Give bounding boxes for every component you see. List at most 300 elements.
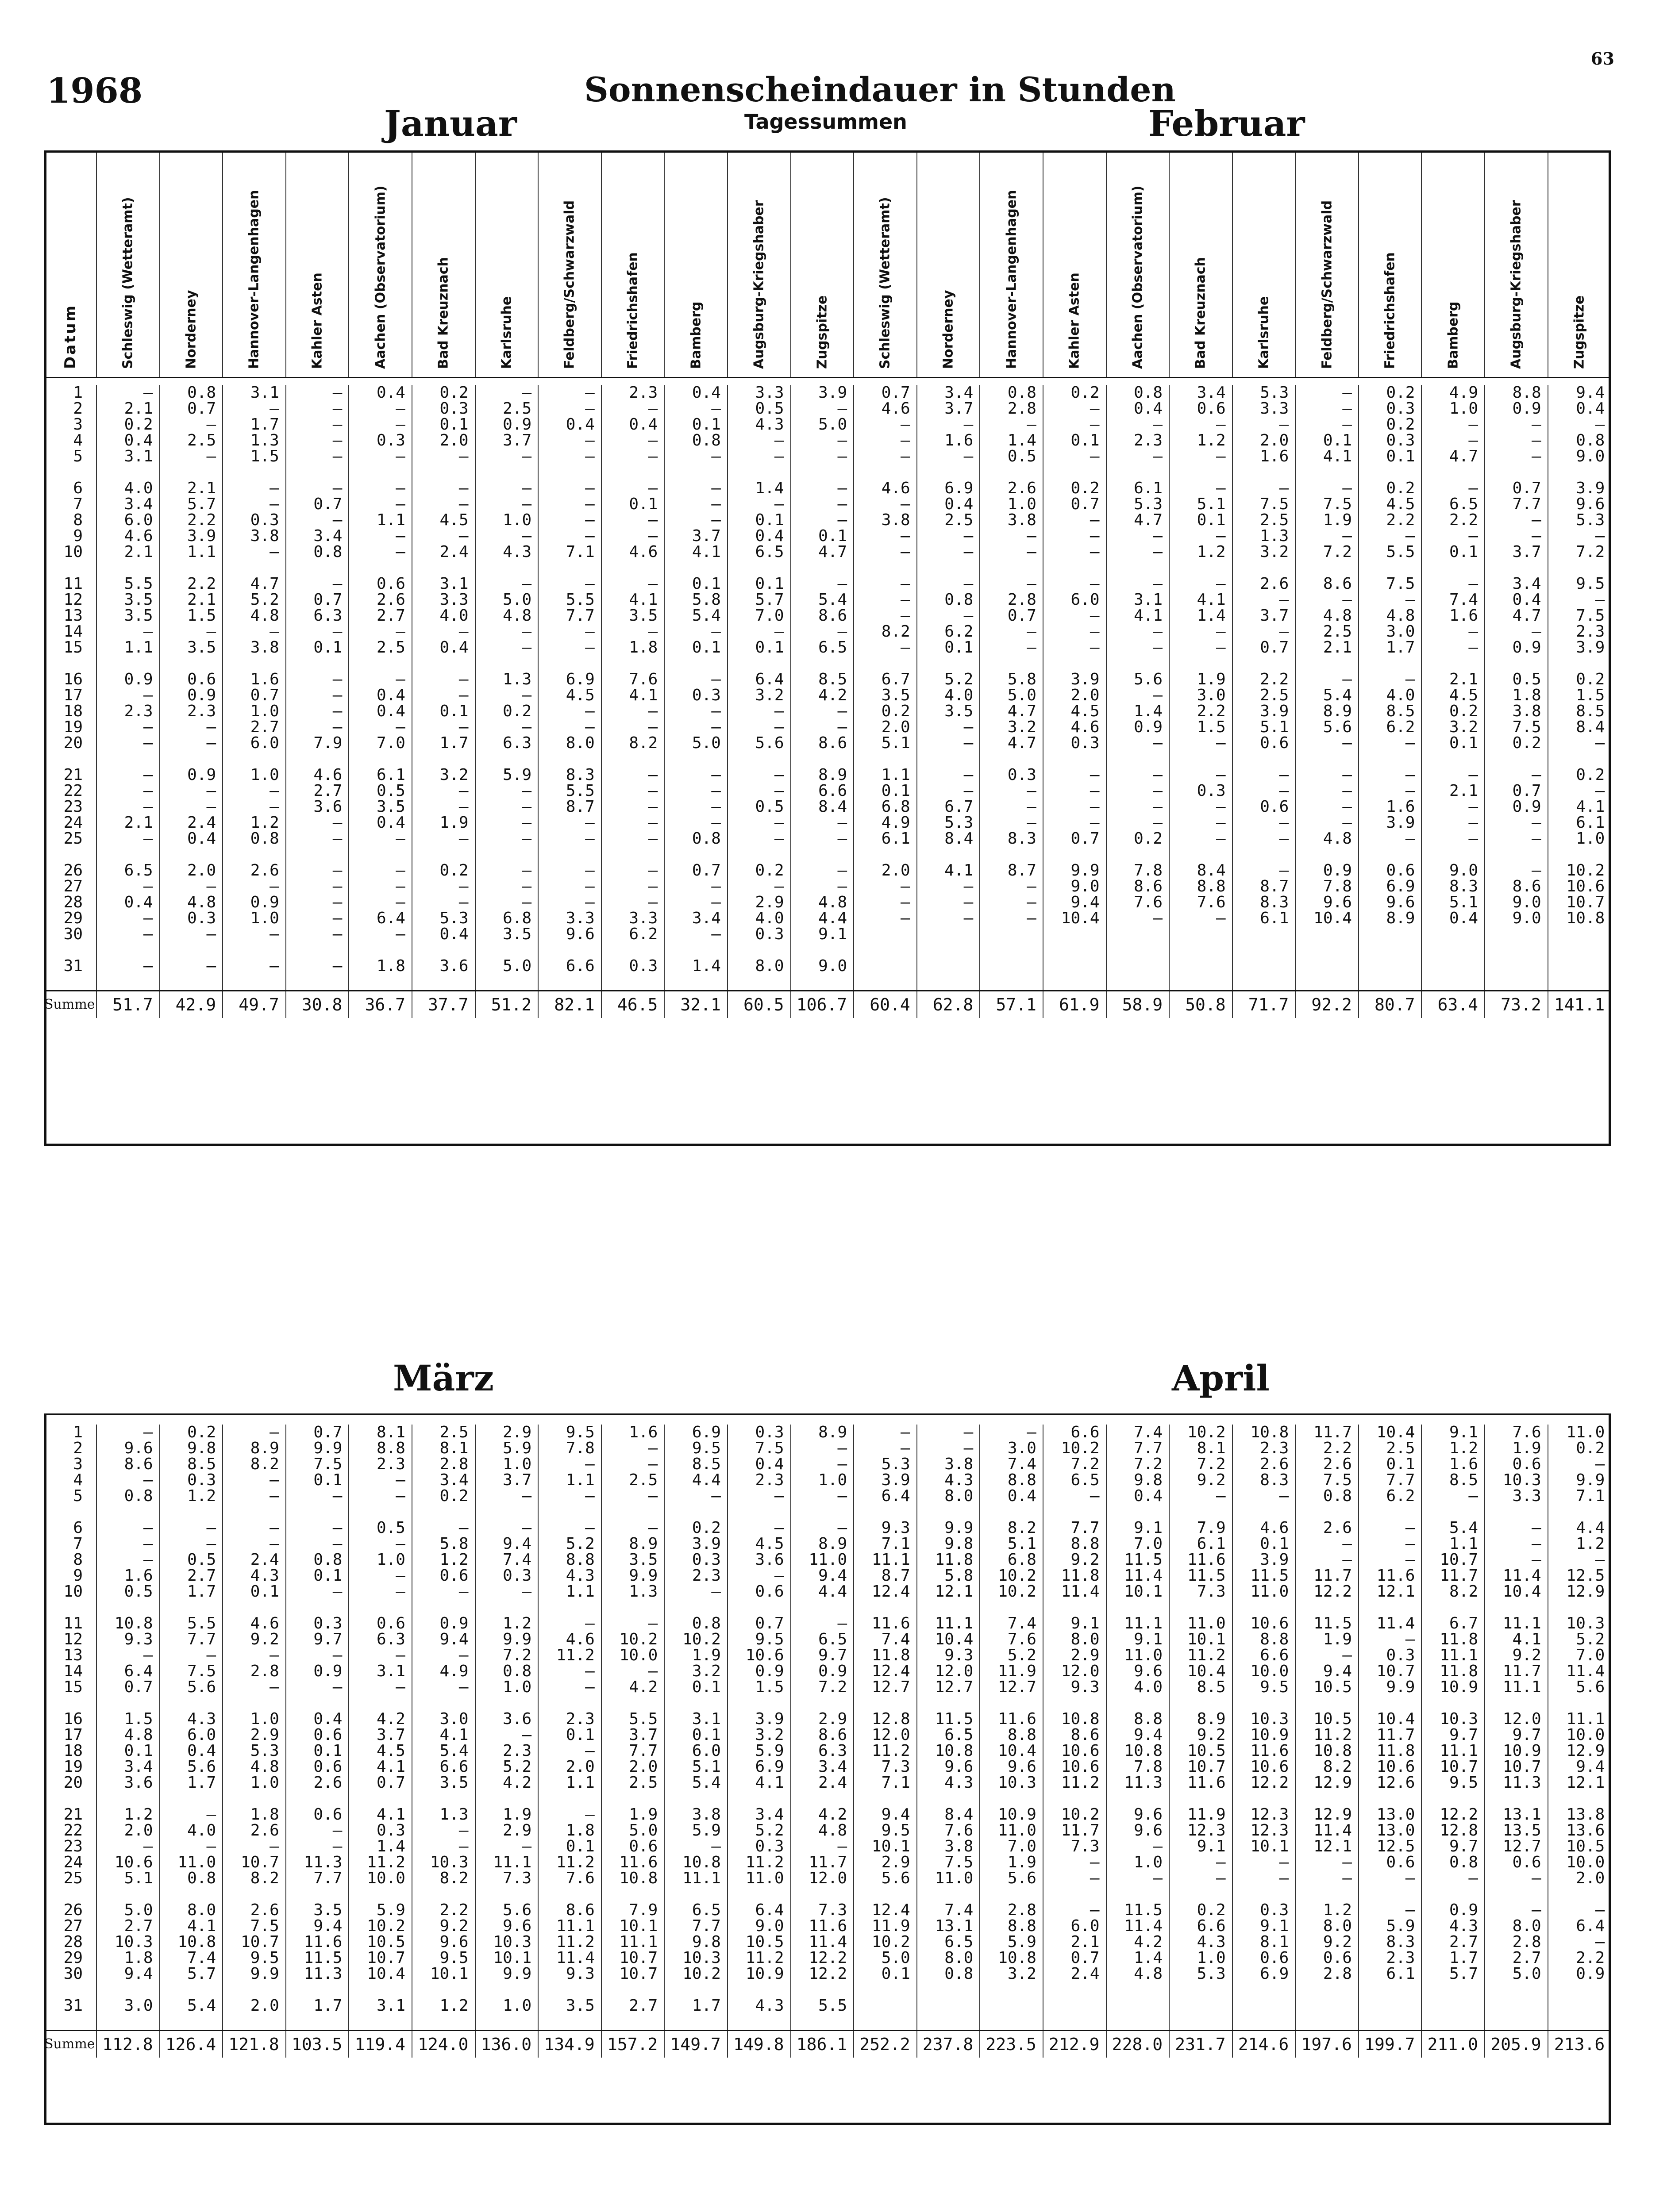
value-cell: – xyxy=(475,640,539,656)
value-cell: – xyxy=(1485,528,1548,544)
spacer-cell xyxy=(1169,2014,1232,2031)
value-cell: – xyxy=(349,544,412,560)
header-station-label: Bad Kreuznach xyxy=(435,257,451,369)
value-cell: 3.8 xyxy=(917,1456,980,1472)
header-station-label: Augsburg-Kriegshaber xyxy=(1508,200,1524,369)
spacer-cell xyxy=(664,1695,728,1711)
table-row xyxy=(44,672,1611,687)
row-spacer xyxy=(44,1791,1611,1807)
value-cell: – xyxy=(791,1440,854,1456)
value-cell: – xyxy=(538,719,601,735)
value-cell: 6.0 xyxy=(160,1727,223,1743)
value-cell: 10.1 xyxy=(1169,1632,1232,1647)
value-cell: 11.4 xyxy=(538,1950,601,1966)
spacer-cell xyxy=(475,2014,539,2031)
value-cell: 10.6 xyxy=(1359,1759,1422,1775)
value-cell: 4.0 xyxy=(160,1823,223,1839)
header-station xyxy=(1043,153,1106,378)
spacer-cell xyxy=(1043,465,1106,480)
table-row xyxy=(44,1663,1611,1679)
day-cell: 19 xyxy=(63,719,83,735)
value-cell: 3.5 xyxy=(96,592,160,608)
sum-cell: 30.8 xyxy=(286,991,349,1018)
spacer-cell xyxy=(96,751,160,767)
value-cell: – xyxy=(664,879,728,895)
value-cell: 1.4 xyxy=(1106,1950,1170,1966)
value-cell: 1.1 xyxy=(160,544,223,560)
value-cell: 4.2 xyxy=(349,1711,412,1727)
spacer-cell xyxy=(412,1504,475,1520)
table-row xyxy=(44,1998,1611,2014)
spacer-cell xyxy=(349,847,412,863)
table-row xyxy=(44,958,1611,974)
value-cell: 4.1 xyxy=(1106,608,1170,624)
value-cell: 2.5 xyxy=(601,1775,665,1791)
value-cell: 0.6 xyxy=(1232,1950,1296,1966)
value-cell: – xyxy=(412,1520,475,1536)
value-cell: 1.1 xyxy=(538,1584,601,1600)
value-cell: 0.1 xyxy=(1359,449,1422,465)
value-cell: 11.4 xyxy=(1043,1584,1106,1600)
value-cell: 11.4 xyxy=(1106,1918,1170,1934)
spacer-cell xyxy=(980,1695,1043,1711)
value-cell: 0.6 xyxy=(728,1584,791,1600)
sum-label: Summe xyxy=(44,2031,96,2058)
value-cell: 0.1 xyxy=(791,528,854,544)
spacer-cell xyxy=(1421,942,1485,958)
spacer-cell xyxy=(223,465,286,480)
spacer-cell xyxy=(1106,1791,1170,1807)
value-cell: 7.4 xyxy=(160,1950,223,1966)
value-cell: 9.5 xyxy=(412,1950,475,1966)
value-cell: – xyxy=(1043,528,1106,544)
value-cell: 11.1 xyxy=(664,1870,728,1886)
value-cell: 10.9 xyxy=(980,1807,1043,1823)
value-cell: – xyxy=(1295,767,1359,783)
spacer-cell xyxy=(44,974,96,991)
value-cell: 3.8 xyxy=(664,1807,728,1823)
value-cell: – xyxy=(412,1647,475,1663)
value-cell: 9.9 xyxy=(223,1966,286,1982)
value-cell: 3.1 xyxy=(223,385,286,401)
value-cell: 5.3 xyxy=(223,1743,286,1759)
value-cell: – xyxy=(286,385,349,401)
day-cell: 11 xyxy=(63,1616,83,1632)
value-cell: 2.3 xyxy=(475,1743,539,1759)
value-cell xyxy=(1043,958,1106,974)
spacer-cell xyxy=(349,465,412,480)
spacer-cell xyxy=(44,1504,96,1520)
sum-cell: 49.7 xyxy=(223,991,286,1018)
value-cell: – xyxy=(412,1584,475,1600)
value-cell: – xyxy=(538,512,601,528)
value-cell: 0.1 xyxy=(917,640,980,656)
value-cell: – xyxy=(96,926,160,942)
value-cell: 0.3 xyxy=(1169,783,1232,799)
row-spacer xyxy=(44,465,1611,480)
table-row xyxy=(44,385,1611,401)
value-cell: 10.3 xyxy=(1232,1711,1296,1727)
value-cell: – xyxy=(791,719,854,735)
day-cell: 24 xyxy=(63,1855,83,1870)
value-cell: 8.9 xyxy=(791,1425,854,1440)
value-cell: 7.7 xyxy=(160,1632,223,1647)
value-cell: 9.6 xyxy=(1106,1663,1170,1679)
value-cell xyxy=(854,1998,917,2014)
value-cell: 4.8 xyxy=(96,1727,160,1743)
value-cell: – xyxy=(223,496,286,512)
spacer-cell xyxy=(791,751,854,767)
spacer-cell xyxy=(1295,974,1359,991)
value-cell: – xyxy=(1106,799,1170,815)
value-cell: – xyxy=(1169,480,1232,496)
value-cell: – xyxy=(538,863,601,879)
value-cell: 6.7 xyxy=(917,799,980,815)
value-cell: – xyxy=(96,735,160,751)
value-cell: – xyxy=(1421,1488,1485,1504)
value-cell: – xyxy=(1485,1552,1548,1568)
value-cell: 3.4 xyxy=(664,910,728,926)
spacer-cell xyxy=(1359,1886,1422,1902)
value-cell: 5.1 xyxy=(980,1536,1043,1552)
value-cell: 1.0 xyxy=(475,1998,539,2014)
value-cell: 9.0 xyxy=(728,1918,791,1934)
value-cell: 0.1 xyxy=(664,576,728,592)
spacer-cell xyxy=(1421,656,1485,672)
value-cell: 4.6 xyxy=(854,401,917,417)
header-datum xyxy=(44,153,96,378)
value-cell: 0.2 xyxy=(1106,831,1170,847)
value-cell: 0.9 xyxy=(728,1663,791,1679)
spacer-cell xyxy=(475,1504,539,1520)
value-cell: 8.8 xyxy=(980,1918,1043,1934)
value-cell: 0.3 xyxy=(1359,401,1422,417)
value-cell: 0.3 xyxy=(223,512,286,528)
day-cell: 4 xyxy=(73,433,83,449)
value-cell: – xyxy=(1548,528,1611,544)
value-cell: – xyxy=(412,528,475,544)
header-station-label: Zugspitze xyxy=(814,295,830,369)
value-cell xyxy=(980,926,1043,942)
value-cell: 0.1 xyxy=(728,640,791,656)
value-cell: – xyxy=(601,831,665,847)
sum-cell: 37.7 xyxy=(412,991,475,1018)
spacer-cell xyxy=(980,847,1043,863)
spacer-cell xyxy=(286,974,349,991)
value-cell: 7.2 xyxy=(1295,544,1359,560)
value-cell: 1.8 xyxy=(223,1807,286,1823)
spacer-cell xyxy=(917,1695,980,1711)
value-cell: 2.3 xyxy=(664,1568,728,1584)
value-cell: 2.9 xyxy=(728,895,791,910)
value-cell: 0.1 xyxy=(664,1679,728,1695)
value-cell: 5.9 xyxy=(349,1902,412,1918)
spacer-cell xyxy=(44,465,96,480)
value-cell: 3.2 xyxy=(980,1966,1043,1982)
value-cell: – xyxy=(286,417,349,433)
value-cell: 12.4 xyxy=(854,1663,917,1679)
day-cell: 16 xyxy=(63,672,83,687)
value-cell: – xyxy=(917,528,980,544)
value-cell: 0.8 xyxy=(1548,433,1611,449)
value-cell: 2.4 xyxy=(791,1775,854,1791)
value-cell: 7.5 xyxy=(160,1663,223,1679)
spacer-cell xyxy=(1548,656,1611,672)
value-cell: 0.3 xyxy=(160,1472,223,1488)
value-cell: 0.1 xyxy=(1043,433,1106,449)
value-cell: 1.7 xyxy=(664,1998,728,2014)
spacer-cell xyxy=(728,2014,791,2031)
value-cell: 11.6 xyxy=(980,1711,1043,1727)
value-cell: 8.9 xyxy=(791,767,854,783)
value-cell: 0.2 xyxy=(412,385,475,401)
day-cell: 5 xyxy=(73,449,83,465)
header-station xyxy=(1548,153,1611,378)
spacer-cell xyxy=(1169,560,1232,576)
table-row xyxy=(44,480,1611,496)
value-cell: – xyxy=(1106,687,1170,703)
value-cell: 2.5 xyxy=(349,640,412,656)
spacer-cell xyxy=(664,560,728,576)
value-cell: 2.0 xyxy=(223,1998,286,2014)
table-row xyxy=(44,879,1611,895)
spacer-cell xyxy=(286,1600,349,1616)
value-cell: 2.5 xyxy=(1359,1440,1422,1456)
value-cell: 0.9 xyxy=(1421,1902,1485,1918)
spacer-cell xyxy=(1548,1504,1611,1520)
value-cell: 8.6 xyxy=(1295,576,1359,592)
value-cell: 4.8 xyxy=(791,1823,854,1839)
value-cell: 3.0 xyxy=(96,1998,160,2014)
value-cell: 5.0 xyxy=(791,417,854,433)
value-cell: 0.1 xyxy=(286,640,349,656)
value-cell: 2.4 xyxy=(1043,1966,1106,1982)
value-cell: 10.0 xyxy=(1548,1727,1611,1743)
value-cell: 10.8 xyxy=(980,1950,1043,1966)
value-cell: 2.2 xyxy=(160,576,223,592)
value-cell: 1.0 xyxy=(791,1472,854,1488)
sum-cell: 214.6 xyxy=(1232,2031,1296,2058)
value-cell: 4.8 xyxy=(1295,831,1359,847)
row-spacer xyxy=(44,942,1611,958)
table-row xyxy=(44,1823,1611,1839)
value-cell: – xyxy=(601,1520,665,1536)
value-cell: 7.5 xyxy=(1295,496,1359,512)
value-cell: – xyxy=(1548,592,1611,608)
spacer-cell xyxy=(664,465,728,480)
value-cell: 1.2 xyxy=(1421,1440,1485,1456)
value-cell: 5.4 xyxy=(791,592,854,608)
value-cell: – xyxy=(160,1536,223,1552)
value-cell: 0.1 xyxy=(1169,512,1232,528)
value-cell: 0.4 xyxy=(1485,592,1548,608)
value-cell: 0.9 xyxy=(223,895,286,910)
value-cell: – xyxy=(286,433,349,449)
value-cell: 11.9 xyxy=(1169,1807,1232,1823)
value-cell: 0.6 xyxy=(1232,735,1296,751)
value-cell: 4.3 xyxy=(475,544,539,560)
header-station xyxy=(980,153,1043,378)
value-cell: – xyxy=(980,879,1043,895)
spacer-cell xyxy=(475,942,539,958)
spacer-cell xyxy=(1548,465,1611,480)
value-cell: – xyxy=(286,926,349,942)
value-cell: – xyxy=(1232,767,1296,783)
value-cell: – xyxy=(1169,1855,1232,1870)
value-cell: – xyxy=(917,1440,980,1456)
value-cell: 8.6 xyxy=(1106,879,1170,895)
value-cell: – xyxy=(1421,417,1485,433)
value-cell xyxy=(917,926,980,942)
value-cell: – xyxy=(601,512,665,528)
value-cell: 8.8 xyxy=(349,1440,412,1456)
header-station-label: Hannover-Langenhagen xyxy=(246,190,262,369)
spacer-cell xyxy=(1548,1791,1611,1807)
value-cell: 12.1 xyxy=(1548,1775,1611,1791)
value-cell: – xyxy=(1548,735,1611,751)
value-cell: 5.8 xyxy=(980,672,1043,687)
value-cell: 6.2 xyxy=(1359,719,1422,735)
value-cell: 5.3 xyxy=(854,1456,917,1472)
value-cell: – xyxy=(538,496,601,512)
spacer-cell xyxy=(1548,1982,1611,1998)
table-row xyxy=(44,1456,1611,1472)
spacer-cell xyxy=(412,1791,475,1807)
value-cell: 6.1 xyxy=(1106,480,1170,496)
value-cell: 0.7 xyxy=(1043,1950,1106,1966)
value-cell: 4.8 xyxy=(160,895,223,910)
value-cell: 12.0 xyxy=(1485,1711,1548,1727)
value-cell: 2.2 xyxy=(1295,1440,1359,1456)
value-cell: 9.1 xyxy=(1169,1839,1232,1855)
value-cell: 0.4 xyxy=(1106,401,1170,417)
value-cell: – xyxy=(664,480,728,496)
value-cell: 11.5 xyxy=(1232,1568,1296,1584)
value-cell: – xyxy=(1232,783,1296,799)
value-cell: 9.1 xyxy=(1106,1520,1170,1536)
sum-cell: 71.7 xyxy=(1232,991,1296,1018)
value-cell: 7.1 xyxy=(854,1775,917,1791)
value-cell xyxy=(1295,958,1359,974)
value-cell: 6.8 xyxy=(475,910,539,926)
value-cell: 9.7 xyxy=(1421,1727,1485,1743)
value-cell: 7.5 xyxy=(1359,576,1422,592)
table-row xyxy=(44,831,1611,847)
value-cell: – xyxy=(412,624,475,640)
sum-cell: 199.7 xyxy=(1359,2031,1422,2058)
value-cell: 3.9 xyxy=(1548,480,1611,496)
value-cell: 4.1 xyxy=(160,1918,223,1934)
spacer-cell xyxy=(96,1504,160,1520)
spacer-cell xyxy=(349,942,412,958)
spacer-cell xyxy=(1043,942,1106,958)
value-cell: – xyxy=(854,417,917,433)
value-cell: – xyxy=(1295,480,1359,496)
value-cell: 4.6 xyxy=(223,1616,286,1632)
value-cell: 0.5 xyxy=(96,1584,160,1600)
value-cell: – xyxy=(475,1584,539,1600)
value-cell: 13.6 xyxy=(1548,1823,1611,1839)
spacer-cell xyxy=(1421,1982,1485,1998)
day-cell: 23 xyxy=(63,799,83,815)
value-cell: 9.4 xyxy=(854,1807,917,1823)
value-cell: 6.1 xyxy=(1359,1966,1422,1982)
header-station xyxy=(601,153,665,378)
value-cell: 2.0 xyxy=(1043,687,1106,703)
spacer-cell xyxy=(917,1504,980,1520)
value-cell: 9.4 xyxy=(1548,385,1611,401)
value-cell: – xyxy=(664,783,728,799)
value-cell: 11.2 xyxy=(1295,1727,1359,1743)
spacer-cell xyxy=(223,1504,286,1520)
day-cell: 6 xyxy=(73,480,83,496)
value-cell: 3.9 xyxy=(664,1536,728,1552)
spacer-cell xyxy=(1106,847,1170,863)
value-cell: 5.5 xyxy=(791,1998,854,2014)
value-cell: 5.6 xyxy=(160,1759,223,1775)
value-cell xyxy=(1232,958,1296,974)
value-cell: – xyxy=(349,879,412,895)
value-cell: 11.8 xyxy=(917,1552,980,1568)
value-cell: 3.4 xyxy=(1485,576,1548,592)
value-cell: – xyxy=(538,449,601,465)
spacer-cell xyxy=(1548,974,1611,991)
value-cell: 7.5 xyxy=(728,1440,791,1456)
value-cell: 2.2 xyxy=(160,512,223,528)
value-cell: – xyxy=(1169,815,1232,831)
spacer-cell xyxy=(1421,1600,1485,1616)
value-cell: 2.6 xyxy=(286,1775,349,1791)
value-cell: 0.1 xyxy=(286,1743,349,1759)
value-cell: 12.9 xyxy=(1548,1743,1611,1759)
spacer-cell xyxy=(1043,1886,1106,1902)
value-cell: 9.7 xyxy=(1485,1727,1548,1743)
value-cell: – xyxy=(980,799,1043,815)
value-cell: 0.9 xyxy=(791,1663,854,1679)
value-cell: – xyxy=(1421,1870,1485,1886)
table-row xyxy=(44,433,1611,449)
day-cell: 28 xyxy=(63,1934,83,1950)
value-cell: 5.6 xyxy=(854,1870,917,1886)
value-cell: – xyxy=(1485,433,1548,449)
value-cell: 8.3 xyxy=(1232,1472,1296,1488)
value-cell: 9.8 xyxy=(664,1934,728,1950)
value-cell: 9.0 xyxy=(1548,449,1611,465)
value-cell: 7.6 xyxy=(538,1870,601,1886)
value-cell: – xyxy=(1359,1902,1422,1918)
spacer-cell xyxy=(601,1791,665,1807)
value-cell: 8.2 xyxy=(1421,1584,1485,1600)
value-cell: – xyxy=(601,767,665,783)
table-row xyxy=(44,1902,1611,1918)
value-cell: 3.7 xyxy=(349,1727,412,1743)
value-cell: 3.4 xyxy=(1169,385,1232,401)
value-cell: 9.1 xyxy=(1421,1425,1485,1440)
sum-cell: 82.1 xyxy=(538,991,601,1018)
value-cell: 0.9 xyxy=(1485,640,1548,656)
value-cell: 6.3 xyxy=(286,608,349,624)
spacer-cell xyxy=(601,974,665,991)
value-cell: 2.5 xyxy=(1295,624,1359,640)
value-cell: 3.3 xyxy=(1485,1488,1548,1504)
value-cell: – xyxy=(286,672,349,687)
value-cell: – xyxy=(538,703,601,719)
value-cell: 6.2 xyxy=(1359,1488,1422,1504)
value-cell: 12.4 xyxy=(854,1584,917,1600)
value-cell: 6.2 xyxy=(601,926,665,942)
value-cell: – xyxy=(1421,624,1485,640)
row-spacer xyxy=(44,847,1611,863)
